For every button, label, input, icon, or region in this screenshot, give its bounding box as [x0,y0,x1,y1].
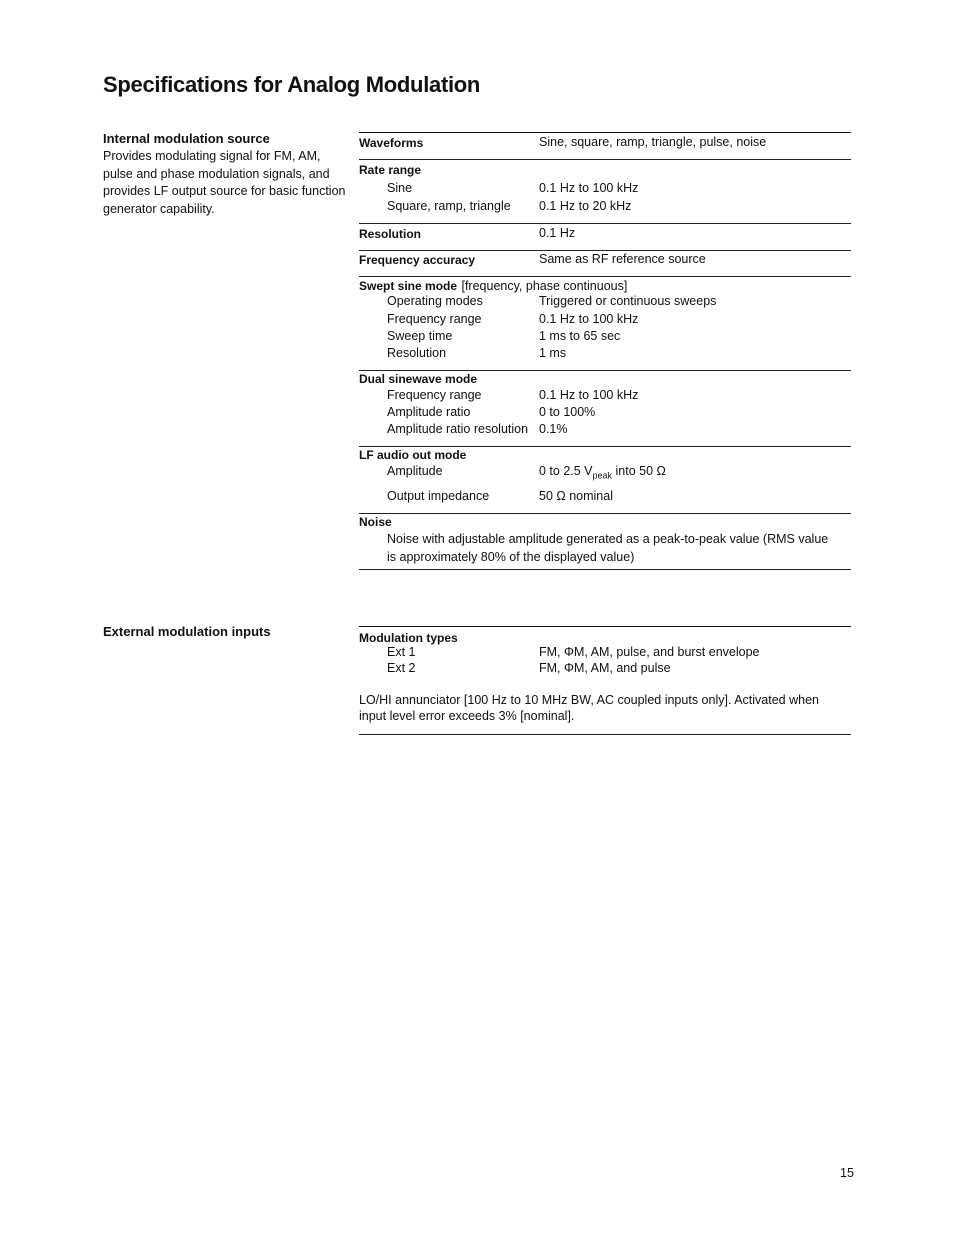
noise-description: Noise with adjustable amplitude generated as a peak-to-peak value (RMS value is approximately 80% of the displayed value) [387,532,829,564]
table-bottom-rule [359,734,851,735]
dual-freq-value: 0.1 Hz to 100 kHz [539,388,639,402]
row-divider [359,446,851,447]
lf-impedance-label: Output impedance [387,489,490,503]
ext1-label: Ext 1 [387,645,416,659]
swept-freq-label: Frequency range [387,312,482,326]
lf-impedance-value: 50 Ω nominal [539,489,613,503]
internal-source-heading: Internal modulation source [103,131,270,146]
rate-square-value: 0.1 Hz to 20 kHz [539,199,632,213]
swept-sine-qualifier: [frequency, phase continuous] [461,279,628,293]
swept-modes-label: Operating modes [387,294,483,308]
swept-sine-heading [359,277,627,295]
waveforms-label: Waveforms [359,136,424,150]
swept-time-label: Sweep time [387,329,453,343]
annunciator-note: LO/HI annunciator [100 Hz to 10 MHz BW, AC coupled inputs only]. Activated when input level error exceeds 3% [nominal]. [359,693,819,723]
frequency-accuracy-label: Frequency accuracy [359,253,476,267]
external-inputs-heading: External modulation inputs [103,624,271,639]
table-top-rule [359,132,851,133]
table-top-rule [359,626,851,627]
frequency-accuracy-value: Same as RF reference source [539,252,706,266]
swept-sine-label: Swept sine mode [359,279,458,293]
dual-ratio-res-value: 0.1% [539,422,568,436]
page-title: Specifications for Analog Modulation [103,72,481,97]
row-divider [359,159,851,160]
rate-range-label: Rate range [359,163,422,177]
dual-ratio-value: 0 to 100% [539,405,596,419]
rate-square-label: Square, ramp, triangle [387,199,511,213]
waveforms-value: Sine, square, ramp, triangle, pulse, noise [539,135,767,149]
row-divider [359,250,851,251]
noise-label: Noise [359,515,392,529]
swept-time-value: 1 ms to 65 sec [539,329,621,343]
modulation-types-label: Modulation types [359,631,458,645]
dual-freq-label: Frequency range [387,388,482,402]
swept-freq-value: 0.1 Hz to 100 kHz [539,312,639,326]
lf-amplitude-value: 0 to 2.5 $V_{peak}$ into 50 Ω [539,464,666,481]
ext1-value: FM, ΦM, AM, pulse, and burst envelope [539,645,760,659]
table-bottom-rule [359,569,851,570]
resolution-value: 0.1 Hz [539,226,576,240]
row-divider [359,223,851,224]
resolution-label: Resolution [359,227,421,241]
row-divider [359,513,851,514]
dual-ratio-res-label: Amplitude ratio resolution [387,422,529,436]
row-divider [359,370,851,371]
rate-sine-label: Sine [387,181,413,195]
ext2-value: FM, ΦM, AM, and pulse [539,661,671,675]
rate-sine-value: 0.1 Hz to 100 kHz [539,181,639,195]
swept-modes-value: Triggered or continuous sweeps [539,294,717,308]
internal-source-description: Provides modulating signal for FM, AM, pulse and phase modulation signals, and provides LF output source for basic function generator capability. [103,149,346,216]
dual-ratio-label: Amplitude ratio [387,405,471,419]
lf-amplitude-label: Amplitude [387,464,443,478]
dual-sine-label: Dual sinewave mode [359,372,478,386]
page-number: 15 [840,1166,854,1180]
swept-resolution-label: Resolution [387,346,447,360]
lf-audio-label: LF audio out mode [359,448,467,462]
ext2-label: Ext 2 [387,661,416,675]
swept-resolution-value: 1 ms [539,346,567,360]
